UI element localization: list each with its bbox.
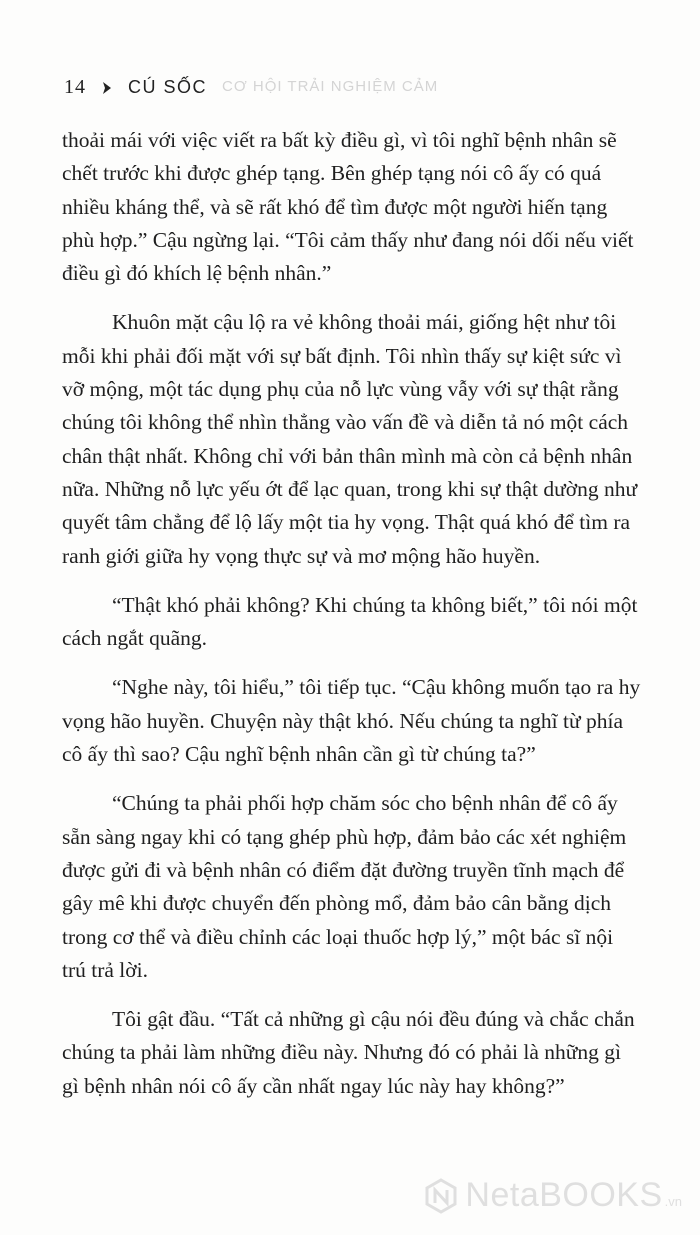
paragraph-3: “Thật khó phải không? Khi chúng ta không biết,” tôi nói một cách ngắt quãng. (62, 592, 638, 651)
paragraph-5: “Chúng ta phải phối hợp chăm sóc cho bệnh nhân để cô ấy sẵn sàng ngay khi có tạng ghép phù hợp, đảm bảo các xét nghiệm được gửi đi và bệnh nhân có điểm đặt đường truyền tĩnh mạch để gây mê khi được chuyển đến phòng mổ, đảm bảo cân bằng dịch trong cơ thể và điều chỉnh các loại thuốc hợp lý,” một bác sĩ nội trú trả lời. (62, 791, 627, 982)
chevron-right-icon (100, 81, 114, 95)
body-text (62, 124, 642, 1119)
page-number: 14 (64, 76, 86, 98)
paragraph-6: Tôi gật đầu. “Tất cả những gì cậu nói đều đúng và chắc chắn chúng ta phải làm những điều này. Nhưng đó có phải là những gì gì bệnh nhân nói cô ấy cần nhất ngay lúc này hay không?” (62, 1007, 635, 1098)
bleed-through-header: CƠ HỘI TRẢI NGHIỆM CẢM (222, 78, 439, 95)
paragraph-4: “Nghe này, tôi hiểu,” tôi tiếp tục. “Cậu không muốn tạo ra hy vọng hão huyền. Chuyện này thật khó. Nếu chúng ta nghĩ từ phía cô ấy thì sao? Cậu nghĩ bệnh nhân cần gì từ chúng ta?” (62, 675, 641, 767)
paragraph-1: thoải mái với việc viết ra bất kỳ điều gì, vì tôi nghĩ bệnh nhân sẽ chết trước khi được ghép tạng. Bên ghép tạng nói cô ấy có quá nhiều kháng thể, và sẽ rất khó để tìm được một người hiến tạng phù hợp.” Cậu ngừng lại. “Tôi cảm thấy như đang nói dối nếu viết điều gì đó khích lệ bệnh nhân.” (62, 128, 634, 286)
netabooks-logo-icon (423, 1178, 459, 1214)
running-header (64, 76, 207, 99)
paragraph-2: Khuôn mặt cậu lộ ra vẻ không thoải mái, giống hệt như tôi mỗi khi phải đối mặt với sự bất định. Tôi nhìn thấy sự kiệt sức vì vỡ mộng, một tác dụng phụ của nỗ lực vùng vẫy với sự thật rằng chúng tôi không thể nhìn thẳng vào vấn đề và diễn tả nó một cách chân thật nhất. Không chỉ với bản thân mình mà còn cả bệnh nhân nữa. Những nỗ lực yếu ớt để lạc quan, trong khi sự thật dường như quyết tâm chẳng để lộ lấy một tia hy vọng. Thật quá khó để tìm ra ranh giới giữa hy vọng thực sự và mơ mộng hão huyền. (62, 310, 638, 568)
watermark-suffix: .vn (664, 1194, 682, 1209)
chapter-title: CÚ SỐC (128, 77, 208, 97)
netabooks-watermark (423, 1176, 682, 1215)
watermark-brand: NetaBOOKS (465, 1176, 663, 1214)
